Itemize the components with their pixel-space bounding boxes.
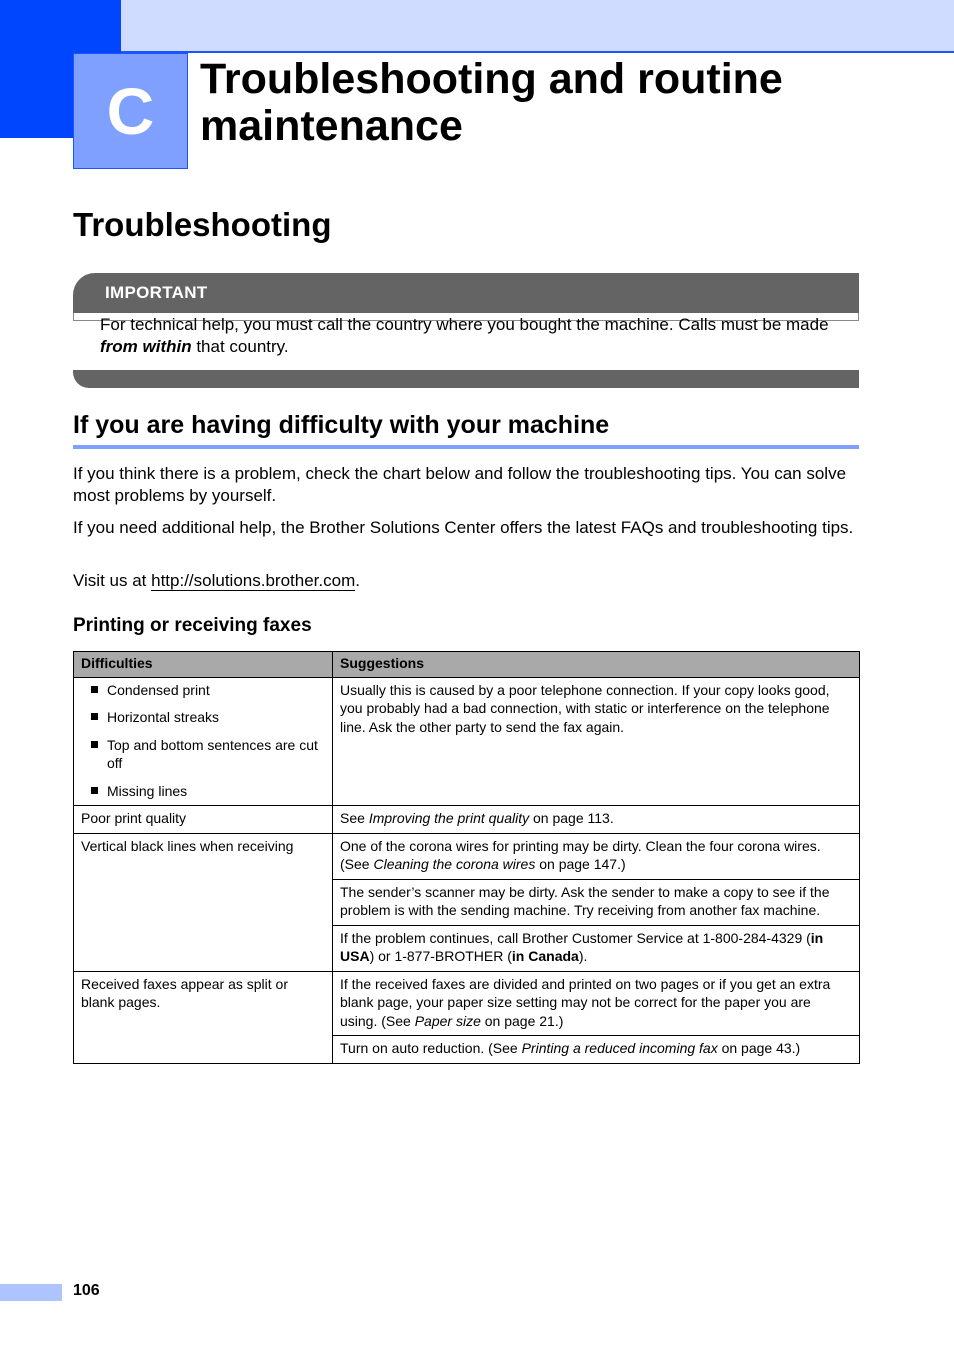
suggestion-cell (333, 971, 860, 1036)
list-item (81, 681, 325, 700)
list-item-text: Condensed print (107, 681, 210, 698)
suggestion-cell (333, 1036, 860, 1064)
bullet-square-icon (91, 686, 98, 693)
list-item-text: Top and bottom sentences are cut off (107, 736, 318, 771)
suggestion-cell: Usually this is caused by a poor telephone connection. If your copy looks good, you probably had a bad connection, with static or interference on the telephone line. Ask the other party to send the fax again. (333, 677, 860, 806)
paragraph: If you think there is a problem, check the chart below and follow the troubleshooting tips. You can solve most problems by yourself. (73, 464, 847, 505)
suggestion-text: One of the corona wires for printing may be dirty. Clean the four corona wires. (See (340, 837, 821, 872)
suggestion-cell (333, 833, 860, 879)
list-item-text: Missing lines (107, 782, 188, 799)
header-rule (120, 51, 954, 53)
suggestion-text: If the problem continues, call Brother Customer Service at 1-800-284-4329 ( (340, 929, 811, 946)
subsection-heading: If you are having difficulty with your machine (73, 411, 610, 439)
table-row (74, 971, 860, 1036)
paragraph-visit (73, 570, 859, 592)
table-row (74, 833, 860, 879)
difficulty-cell: Received faxes appear as split or blank pages. (74, 971, 333, 1063)
column-header-suggestions: Suggestions (333, 652, 860, 678)
suggestion-text: Turn on auto reduction. (See (340, 1040, 522, 1056)
solutions-link[interactable]: http://solutions.brother.com (151, 571, 356, 590)
suggestion-text: If the received faxes are divided and printed on two pages or if you get an extra blank page, your paper size setting may not be correct for the paper you are using. (See (340, 975, 831, 1029)
suggestion-text: ) or 1-877-BROTHER ( (369, 948, 512, 964)
suggestion-emphasis: in USA (340, 929, 824, 964)
important-label: IMPORTANT (105, 283, 208, 302)
suggestion-text: on page 147.) (535, 856, 626, 872)
list-item-text: Horizontal streaks (107, 709, 220, 725)
important-text (100, 314, 860, 358)
bullet-square-icon (91, 787, 98, 794)
important-header-bar (73, 273, 859, 313)
troubleshooting-table (73, 651, 860, 1064)
suggestion-text: on page 43.) (717, 1040, 801, 1056)
table-header-row (74, 652, 860, 678)
suggestion-cell: The sender’s scanner may be dirty. Ask the sender to make a copy to see if the problem is with the sending machine. Try receiving from another fax machine. (333, 879, 860, 925)
paragraph: If you need additional help, the Brother Solutions Center offers the latest FAQs and troubleshooting tips. (73, 518, 854, 537)
page-number: 106 (73, 1282, 100, 1299)
difficulty-cell: Vertical black lines when receiving (74, 833, 333, 971)
paragraph-text: Visit us at (73, 571, 152, 590)
suggestion-text: See (340, 810, 369, 826)
suggestion-cell (333, 806, 860, 834)
subsection-rule (73, 445, 859, 449)
chapter-title: Troubleshooting and routine maintenance (200, 55, 783, 150)
column-header-difficulties: Difficulties (74, 652, 333, 678)
important-text-part: that country. (191, 337, 289, 356)
suggestion-cell (333, 925, 860, 971)
cross-reference: Cleaning the corona wires (373, 856, 536, 872)
list-item (81, 736, 325, 773)
suggestion-text: ). (578, 948, 588, 964)
suggestion-emphasis: in Canada (511, 948, 579, 964)
list-item (81, 708, 325, 727)
important-footer-bar (73, 370, 859, 388)
cross-reference: Improving the print quality (368, 810, 530, 826)
cross-reference: Printing a reduced incoming fax (521, 1040, 718, 1056)
difficulty-list (81, 681, 325, 801)
table-heading: Printing or receiving faxes (73, 615, 312, 636)
suggestion-text: on page 21.) (480, 1012, 564, 1029)
important-emphasis: from within (100, 337, 192, 356)
chapter-marker (73, 53, 188, 169)
table-row (74, 806, 860, 834)
table-row (74, 677, 860, 806)
header-band (0, 0, 954, 52)
section-heading: Troubleshooting (73, 206, 332, 243)
footer-band (0, 1284, 62, 1301)
difficulty-cell: Poor print quality (74, 806, 333, 834)
list-item (81, 782, 325, 801)
paragraph-text: . (355, 571, 360, 590)
bullet-square-icon (91, 741, 98, 748)
chapter-letter: C (106, 74, 155, 148)
important-text-part: For technical help, you must call the country where you bought the machine. Calls must be made (100, 315, 829, 334)
cross-reference: Paper size (414, 1012, 481, 1029)
bullet-square-icon (91, 713, 98, 720)
difficulty-cell (74, 677, 333, 806)
suggestion-text: on page 113. (529, 810, 614, 826)
